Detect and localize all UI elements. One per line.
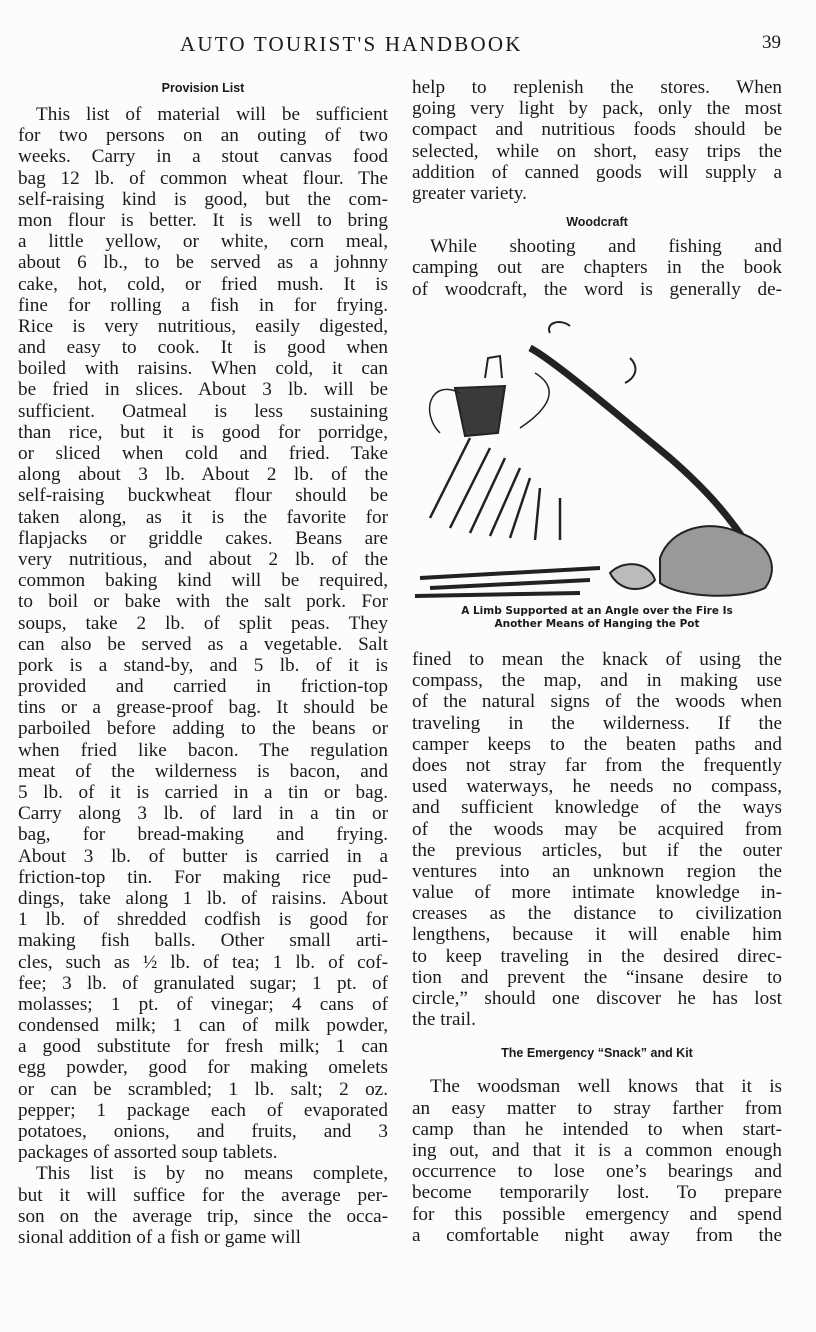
text-line: flapjacks or griddle cakes. Beans are [18,527,388,549]
text-line: This list is by no means complete, [36,1163,388,1185]
text-line: along about 3 lb. About 2 lb. of the [18,464,388,486]
text-line: but it will suffice for the average per- [18,1184,388,1206]
text-line: and easy to cook. It is good when [18,337,388,359]
text-line: tins or a grease-proof bag. It should be [18,697,388,719]
text-line: ventures into an unknown region the [412,860,782,882]
paragraph-stores [412,77,782,204]
campfire-illustration [410,318,784,603]
text-line: can also be served as a vegetable. Salt [18,633,388,655]
text-line: of woodcraft, the word is generally de- [412,278,782,300]
text-line: going very light by pack, only the most [412,98,782,120]
text-line: soups, take 2 lb. of split peas. They [18,612,388,634]
right-column-bottom [412,649,782,1246]
text-line: or sliced when cold and fried. Take [18,443,388,464]
text-line: traveling in the wilderness. If the [412,712,782,734]
text-line: compact and nutritious foods should be [412,119,782,141]
text-line: a little yellow, or white, corn meal, [18,231,388,253]
text-line: an easy matter to stray farther from [412,1097,782,1119]
text-line: to boil or bake with the salt pork. For [18,591,388,613]
text-line: mon flour is better. It is well to bring [18,209,388,231]
text-line: bag, for bread-making and frying. [18,824,388,846]
text-line: boiled with raisins. When cold, it can [18,358,388,380]
text-line: circle,” should one discover he has lost [412,988,782,1009]
page-number: 39 [762,32,781,53]
text-line: 5 lb. of it is carried in a tin or bag. [18,782,388,803]
paragraph-knack [412,649,782,1030]
section-heading-provision-list: Provision List [161,81,245,95]
section-heading-emergency-snack: The Emergency “Snack” and Kit [501,1046,693,1061]
text-line: lengthens, because it will enable him [412,924,782,946]
text-line: fine for rolling a fish in for frying. [18,294,388,316]
text-line: While shooting and fishing and [430,236,782,258]
caption-line: Another Means of Hanging the Pot [494,618,700,630]
text-line: occurrence to lose one’s bearings and [412,1161,782,1183]
text-line: About 3 lb. of butter is carried in a [18,845,388,867]
limb-branch [530,348,750,548]
text-line: and sufficient knowledge of the ways [412,797,782,819]
text-line: self-raising kind is good, but the com- [18,188,388,210]
text-line: used waterways, he needs no compass, [412,776,782,798]
text-line: son on the average trip, since the occa- [18,1205,388,1227]
text-line: fee; 3 lb. of granulated sugar; 1 pt. of [18,972,388,994]
section-heading-woodcraft: Woodcraft [566,215,628,230]
text-line: or can be scrambled; 1 lb. salt; 2 oz. [18,1078,388,1100]
text-line: become temporarily lost. To prepare [412,1182,782,1204]
text-line: pepper; 1 package each of evaporated [18,1099,388,1121]
fire-flames [430,438,560,540]
logs [415,568,600,596]
text-line: camp than he intended to when start- [412,1118,782,1140]
text-line: very nutritious, and about 2 lb. of the [18,548,388,570]
text-line: self-raising buckwheat flour should be [18,485,388,507]
text-line: help to replenish the stores. When [412,77,782,98]
text-line: value of more intimate knowledge in- [412,882,782,904]
text-line: for two persons on an outing of two [18,125,388,147]
text-line: bag 12 lb. of common wheat flour. The [18,167,388,189]
illustration-caption [410,605,784,631]
text-line: 1 lb. of shredded codfish is good for [18,909,388,931]
text-line: selected, while on short, easy trips the [412,140,782,162]
text-line: molasses; 1 pt. of vinegar; 4 cans of [18,993,388,1015]
text-line: when fried like bacon. The regulation [18,739,388,761]
text-line: taken along, as it is the favorite for [18,506,388,528]
text-line: the previous articles, but if the outer [412,839,782,861]
text-line: Rice is very nutritious, easily digested, [18,315,388,337]
text-line: be fried in slices. About 3 lb. will be [18,379,388,401]
text-line: sional addition of a fish or game will [18,1226,301,1248]
left-column [18,76,388,1248]
text-line: camping out are chapters in the book [412,257,782,279]
text-line: This list of material will be sufficient [36,104,388,125]
text-line: friction-top tin. For making rice pud- [18,866,388,888]
text-line: making fish balls. Other small arti- [18,930,388,952]
text-line: Carry along 3 lb. of lard in a tin or [18,803,388,825]
text-line: addition of canned goods will supply a [412,161,782,183]
text-line: a good substitute for fresh milk; 1 can [18,1036,388,1058]
provision-list-text [18,104,388,1248]
text-line: dings, take along 1 lb. of raisins. About [18,887,388,909]
running-title: AUTO TOURIST'S HANDBOOK [180,32,523,56]
text-line: sufficient. Oatmeal is less sustaining [18,400,388,422]
text-line: potatoes, onions, and fruits, and 3 [18,1121,388,1142]
text-line: greater variety. [412,182,527,204]
text-line: compass, the map, and in making use [412,670,782,692]
text-line: does not stray far from the frequently [412,754,782,776]
text-line: of the woods may be acquired from [412,818,782,840]
right-column-top [412,77,782,300]
text-line: a comfortable night away from the [412,1224,782,1246]
text-line: fined to mean the knack of using the [412,649,782,670]
text-line: The woodsman well knows that it is [430,1076,782,1098]
text-line: ing out, and that it is a common enough [412,1139,782,1161]
text-line: creases as the distance to civilization [412,903,782,925]
text-line: egg powder, good for making omelets [18,1057,388,1079]
text-line: packages of assorted soup tablets. [18,1142,278,1164]
text-line: condensed milk; 1 can of milk powder, [18,1015,388,1037]
text-line: about 6 lb., to be served as a johnny [18,252,388,274]
text-line: parboiled before adding to the beans or [18,718,388,740]
text-line: to keep traveling in the desired direc- [412,945,782,967]
caption-line: A Limb Supported at an Angle over the Fire Is [461,605,733,617]
paragraph-woodsman [412,1076,782,1246]
text-line: meat of the wilderness is bacon, and [18,760,388,782]
paragraph-woodcraft [412,236,782,300]
text-line: provided and carried in friction-top [18,676,388,698]
text-line: the trail. [412,1009,476,1031]
rocks [660,526,772,596]
text-line: camper keeps to the beaten paths and [412,733,782,755]
text-line: cake, hot, cold, or fried mush. It is [18,273,388,295]
text-line: pork is a stand-by, and 5 lb. of it is [18,654,388,676]
text-line: of the natural signs of the woods when [412,691,782,713]
text-line: tion and prevent the “insane desire to [412,966,782,988]
text-line: than rice, but it is good for porridge, [18,421,388,443]
text-line: cles, such as ½ lb. of tea; 1 lb. of cof- [18,951,388,973]
hanging-pot [455,386,505,436]
text-line: for this possible emergency and spend [412,1203,782,1225]
text-line: common baking kind will be required, [18,570,388,592]
text-line: weeks. Carry in a stout canvas food [18,146,388,168]
